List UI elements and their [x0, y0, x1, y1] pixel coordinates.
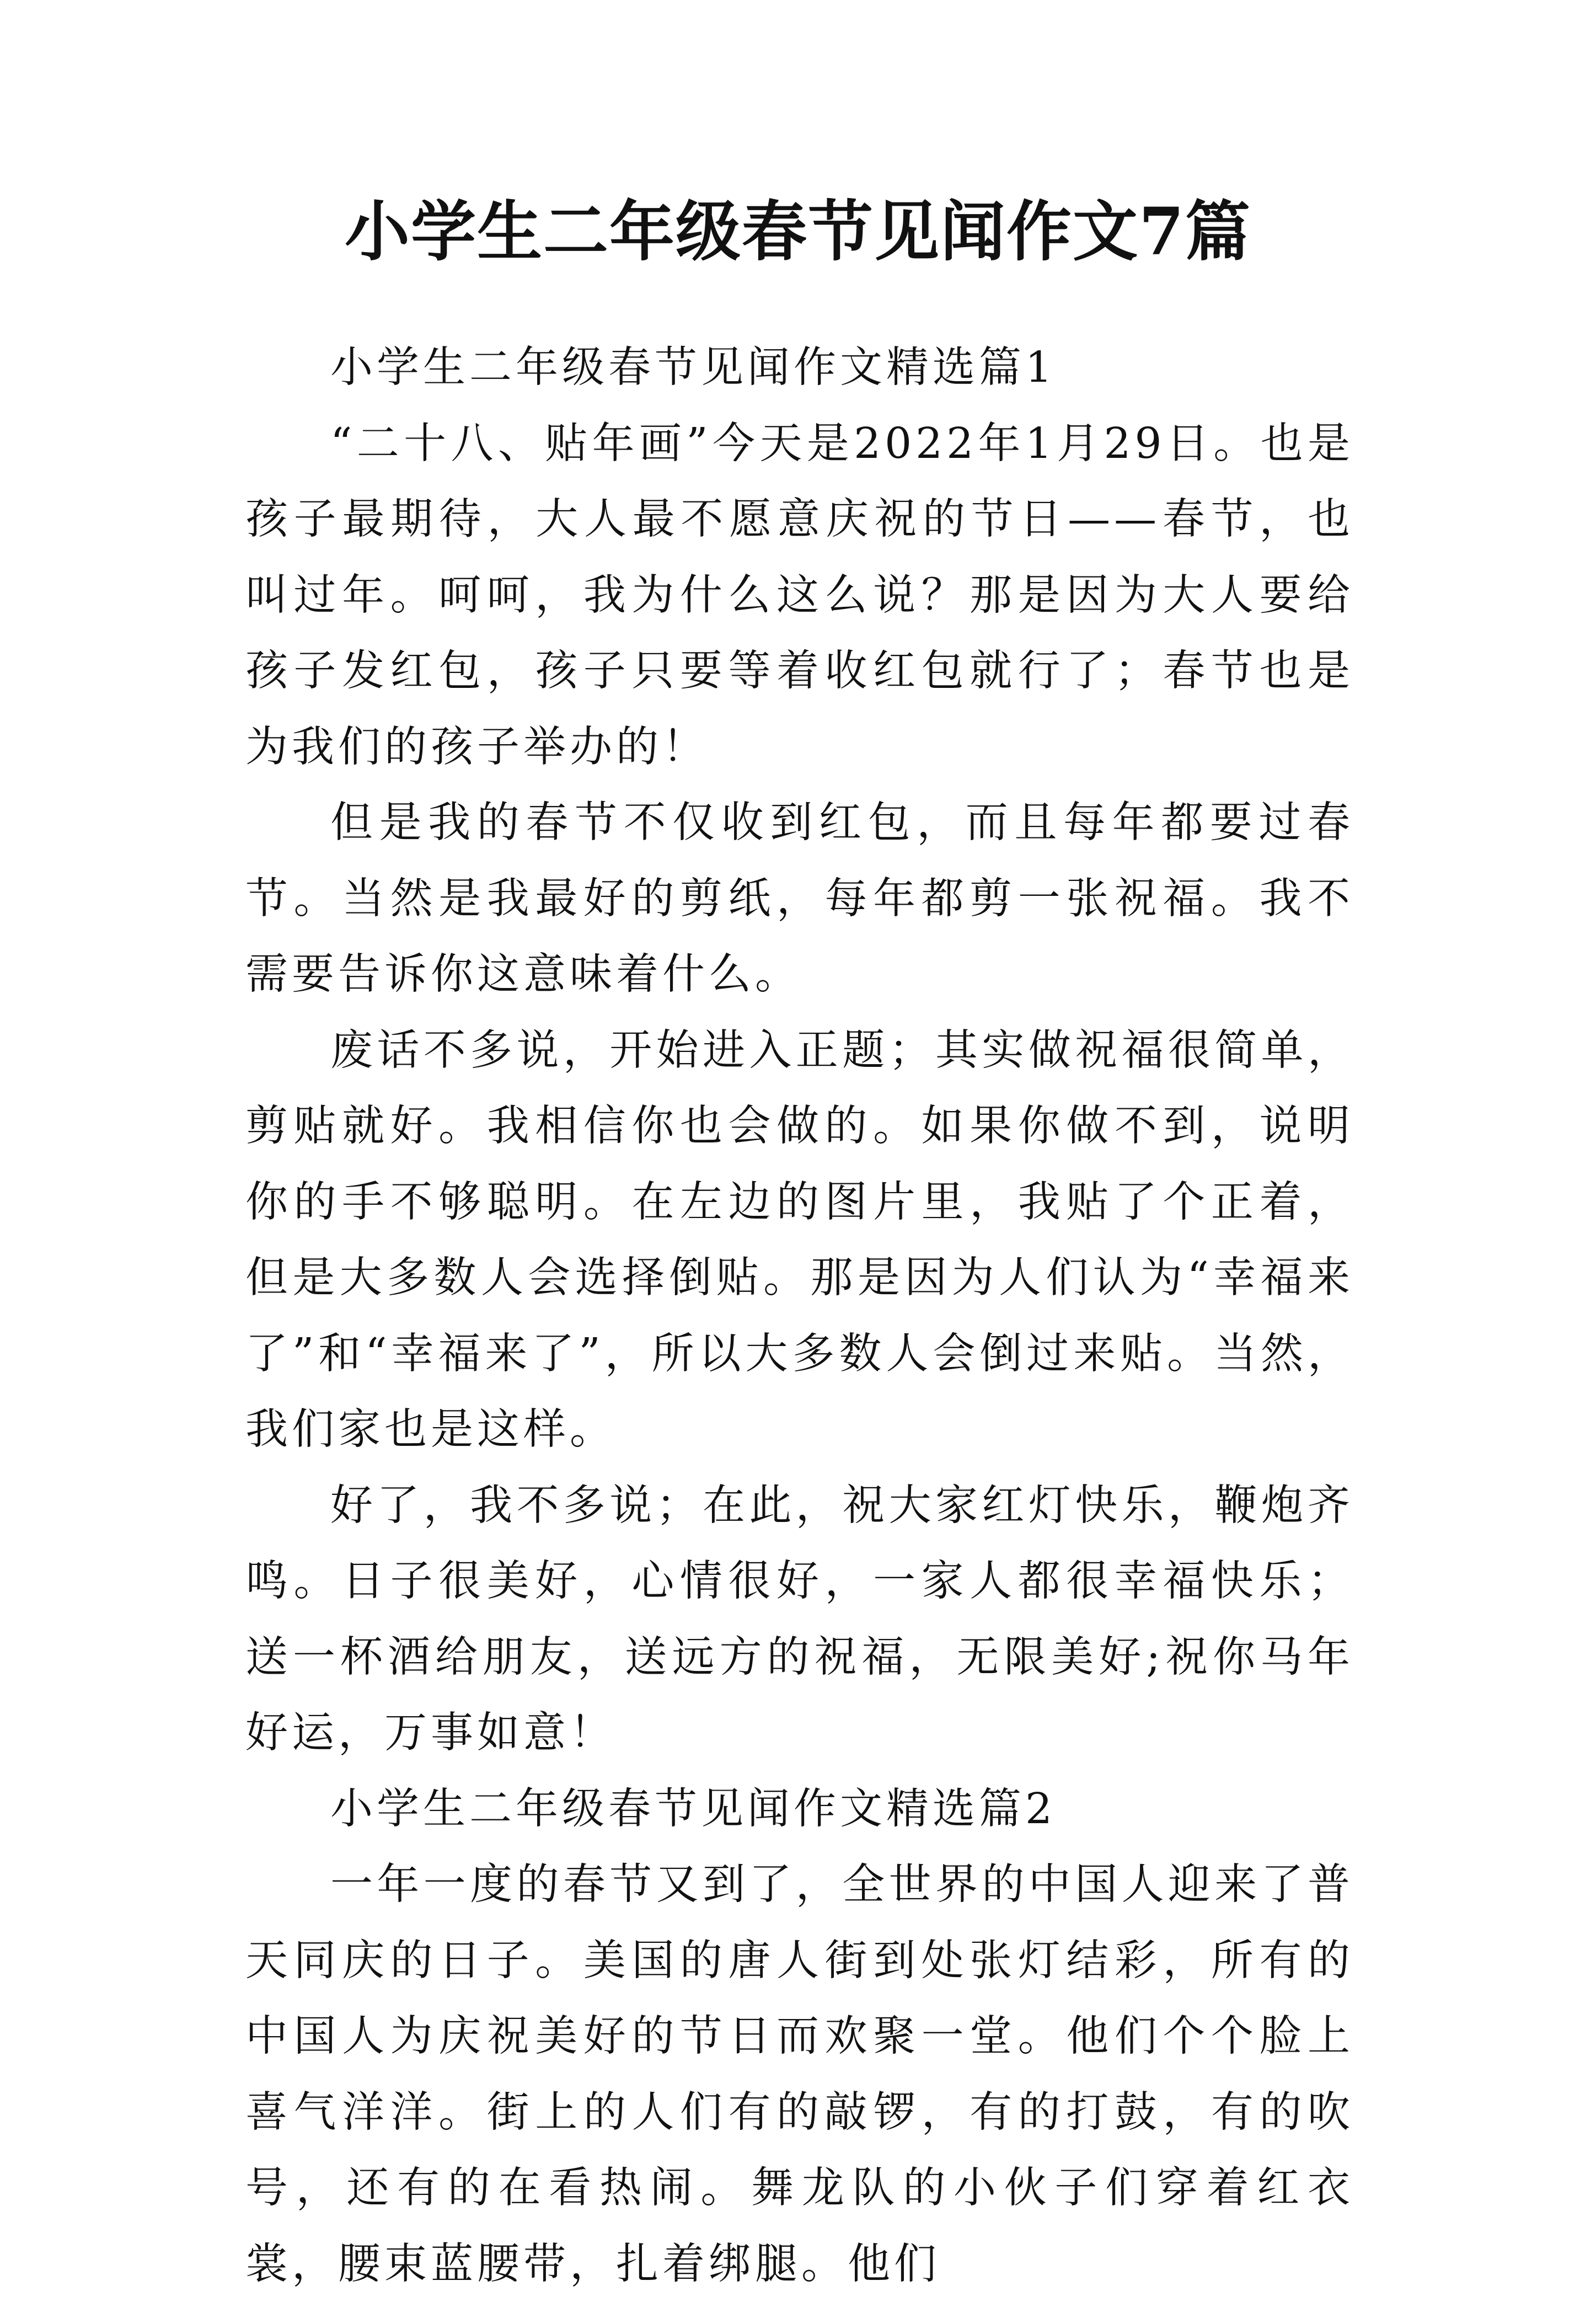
paragraph: “二十八、贴年画”今天是2022年1月29日。也是孩子最期待，大人最不愿意庆祝的节日——春节，也叫过年。呵呵，我为什么这么说？那是因为大人要给孩子发红包，孩子只要等着收红包就行了；春节也是为我们的孩子举办的！ [245, 419, 1354, 772]
section-heading-1: 小学生二年级春节见闻作文精选篇1 [330, 343, 1056, 392]
paragraph: 一年一度的春节又到了，全世界的中国人迎来了普天同庆的日子。美国的唐人街到处张灯结彩，所有的中国人为庆祝美好的节日而欢聚一堂。他们个个脸上喜气洋洋。街上的人们有的敲锣，有的打鼓，有的吹号，还有的在看热闹。舞龙队的小伙子们穿着红衣裳，腰束蓝腰带，扎着绑腿。他们 [245, 1860, 1354, 2289]
paragraph: 好了，我不多说；在此，祝大家红灯快乐，鞭炮齐鸣。日子很美好，心情很好，一家人都很幸福快乐；送一杯酒给朋友，送远方的祝福，无限美好;祝你马年好运，万事如意！ [245, 1481, 1354, 1758]
section-heading-2: 小学生二年级春节见闻作文精选篇2 [330, 1784, 1056, 1834]
document-body [245, 330, 1354, 2302]
paragraph: 废话不多说，开始进入正题；其实做祝福很简单，剪贴就好。我相信你也会做的。如果你做不到，说明你的手不够聪明。在左边的图片里，我贴了个正着，但是大多数人会选择倒贴。那是因为人们认为“幸福来了”和“幸福来了”，所以大多数人会倒过来贴。当然，我们家也是这样。 [245, 1026, 1354, 1454]
document-title: 小学生二年级春节见闻作文7篇 [344, 193, 1252, 270]
paragraph: 但是我的春节不仅收到红包，而且每年都要过春节。当然是我最好的剪纸，每年都剪一张祝福。我不需要告诉你这意味着什么。 [245, 798, 1354, 999]
